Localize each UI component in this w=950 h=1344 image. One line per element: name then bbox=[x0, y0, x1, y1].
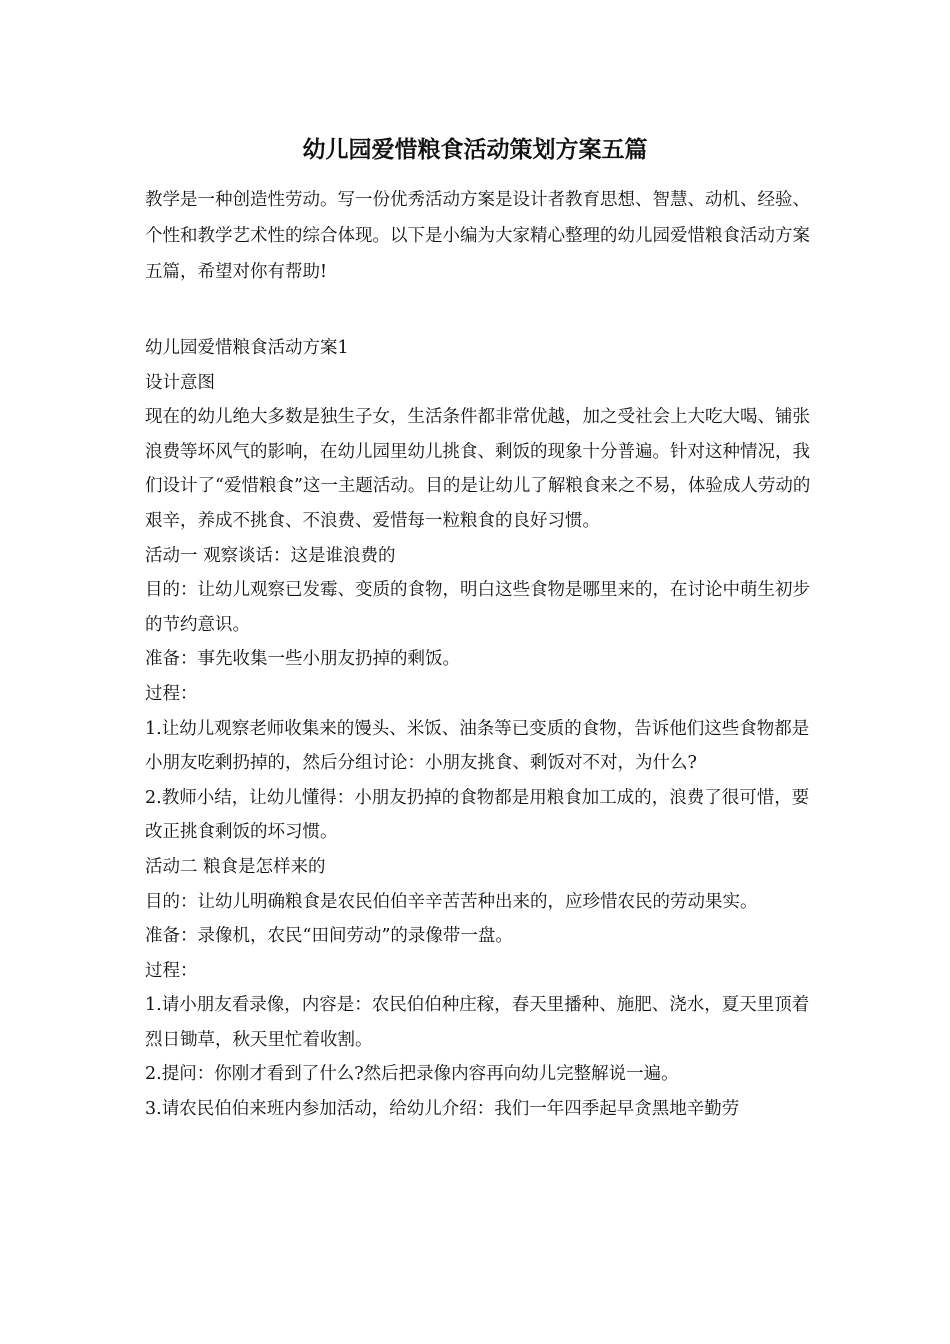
activity-one-heading: 活动一 观察谈话：这是谁浪费的 bbox=[145, 545, 396, 566]
activity-two-step-3: 3.请农民伯伯来班内参加活动，给幼儿介绍：我们一年四季起早贪黑地辛勤劳 bbox=[145, 1099, 740, 1120]
activity-two-step-1: 1.请小朋友看录像，内容是：农民伯伯种庄稼，春天里播种、施肥、浇水，夏天里顶着烈日锄草，秋天里忙着收割。 bbox=[145, 995, 810, 1050]
activity-one-process-label: 过程： bbox=[145, 683, 198, 704]
activity-one-preparation: 准备：事先收集一些小朋友扔掉的剩饭。 bbox=[145, 649, 460, 670]
section-heading-design-intent: 设计意图 bbox=[145, 372, 215, 393]
intro-section bbox=[145, 182, 825, 290]
content-section bbox=[145, 331, 825, 1127]
activity-two-preparation: 准备：录像机，农民“田间劳动”的录像带一盘。 bbox=[145, 926, 513, 947]
activity-two-step-2: 2.提问：你刚才看到了什么?然后把录像内容再向幼儿完整解说一遍。 bbox=[145, 1064, 679, 1085]
document-title: 幼儿园爱惜粮食活动策划方案五篇 bbox=[302, 136, 648, 163]
activity-one-goal: 目的：让幼儿观察已发霉、变质的食物，明白这些食物是哪里来的，在讨论中萌生初步的节约意识。 bbox=[145, 580, 810, 635]
activity-two-process-label: 过程： bbox=[145, 960, 198, 981]
plan-heading: 幼儿园爱惜粮食活动方案1 bbox=[145, 338, 349, 358]
activity-two-heading: 活动二 粮食是怎样来的 bbox=[145, 856, 326, 877]
activity-one-step-1: 1.让幼儿观察老师收集来的馒头、米饭、油条等已变质的食物，告诉他们这些食物都是小朋友吃剩扔掉的，然后分组讨论：小朋友挑食、剩饭对不对，为什么? bbox=[145, 718, 810, 774]
paragraph-design-intent: 现在的幼儿绝大多数是独生子女，生活条件都非常优越，加之受社会上大吃大喝、铺张浪费等坏风气的影响，在幼儿园里幼儿挑食、剩饭的现象十分普遍。针对这种情况，我们设计了“爱惜粮食”这一主题活动。目的是让幼儿了解粮食来之不易，体验成人劳动的艰辛，养成不挑食、不浪费、爱惜每一粒粮食的良好习惯。 bbox=[145, 407, 811, 531]
activity-two-goal: 目的：让幼儿明确粮食是农民伯伯辛辛苦苦种出来的，应珍惜农民的劳动果实。 bbox=[145, 891, 758, 912]
intro-paragraph: 教学是一种创造性劳动。写一份优秀活动方案是设计者教育思想、智慧、动机、经验、个性和教学艺术性的综合体现。以下是小编为大家精心整理的幼儿园爱惜粮食活动方案五篇，希望对你有帮助! bbox=[145, 190, 810, 282]
activity-one-step-2: 2.教师小结，让幼儿懂得：小朋友扔掉的食物都是用粮食加工成的，浪费了很可惜，要改正挑食剩饭的坏习惯。 bbox=[145, 787, 810, 843]
